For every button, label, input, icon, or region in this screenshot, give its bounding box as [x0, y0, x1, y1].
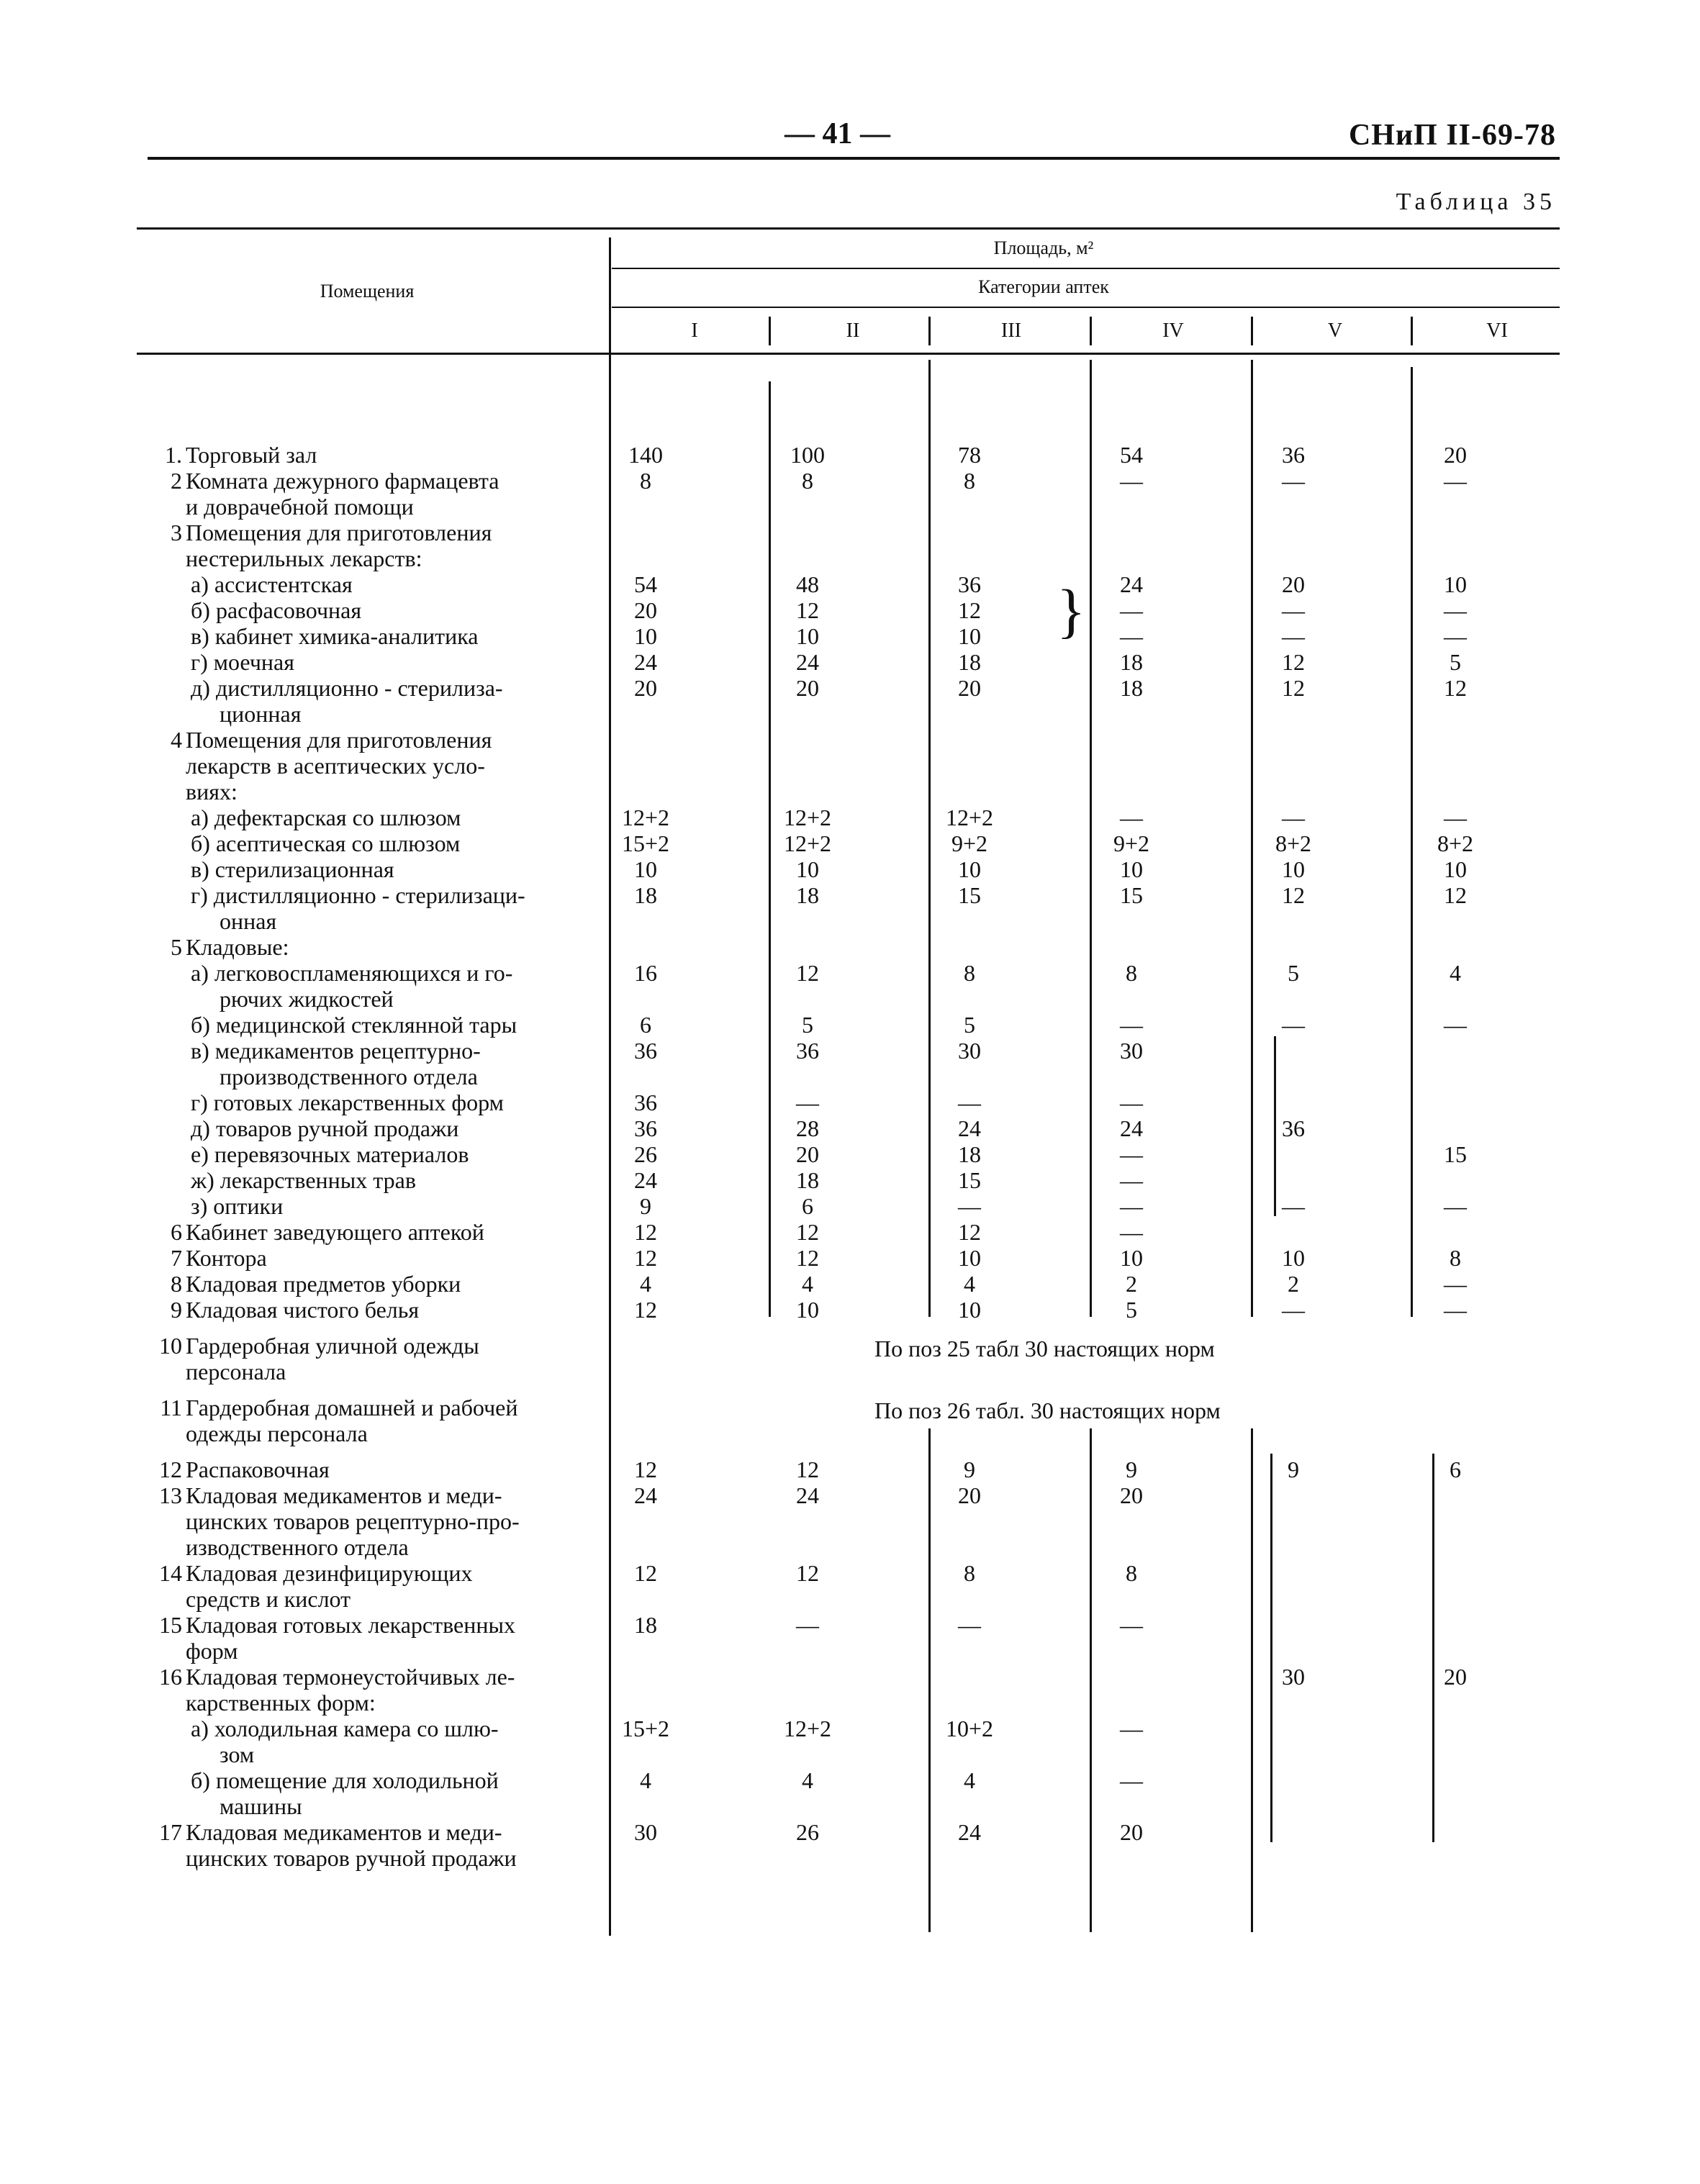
- area-value: 20: [1120, 1482, 1143, 1508]
- area-value: 5: [1126, 1297, 1137, 1323]
- room-name-line: Кладовая медикаментов и меди-: [186, 1482, 502, 1508]
- room-name-line: в) медикаментов рецептурно-: [191, 1038, 481, 1064]
- area-value: 10: [1444, 856, 1467, 882]
- room-name-line: Кладовая готовых лекарственных: [186, 1612, 515, 1638]
- row-number: 4: [171, 727, 182, 753]
- area-value: —: [1120, 1767, 1143, 1793]
- area-value: 12: [1282, 882, 1305, 908]
- area-value: 24: [1120, 571, 1143, 597]
- table-top-rule: [137, 227, 1560, 230]
- room-name-line: б) асептическая со шлюзом: [191, 830, 461, 856]
- area-value: 12: [1444, 882, 1467, 908]
- area-value: 26: [634, 1141, 657, 1167]
- area-value: 5: [1450, 649, 1461, 675]
- area-value: 10: [958, 1245, 981, 1271]
- area-value: —: [1282, 597, 1305, 623]
- area-value: 9: [1126, 1456, 1137, 1482]
- column-divider: [928, 317, 931, 345]
- room-name-line: рючих жидкостей: [220, 986, 394, 1012]
- row-number: 3: [171, 520, 182, 545]
- area-value: 8: [1450, 1245, 1461, 1271]
- area-value: 36: [1282, 1115, 1305, 1141]
- area-value: 10: [1120, 1245, 1143, 1271]
- row-number: 14: [159, 1560, 182, 1586]
- area-value: 10: [1282, 1245, 1305, 1271]
- room-name-line: одежды персонала: [186, 1420, 368, 1446]
- area-value: —: [1444, 623, 1467, 649]
- area-underline: [612, 268, 1560, 269]
- area-value: 18: [634, 1612, 657, 1638]
- column-divider: [769, 317, 771, 345]
- room-name-line: Кладовая термонеустойчивых ле-: [186, 1664, 515, 1690]
- area-value: 5: [1288, 960, 1299, 986]
- room-name-line: изводственного отдела: [186, 1534, 409, 1560]
- area-value: —: [1444, 805, 1467, 830]
- area-value: —: [1120, 1167, 1143, 1193]
- row-number: 9: [171, 1297, 182, 1323]
- room-name-line: машины: [220, 1793, 302, 1819]
- area-value: —: [1120, 805, 1143, 830]
- area-value: 8: [802, 468, 813, 494]
- area-value: —: [1444, 597, 1467, 623]
- table-label: Таблица 35: [1396, 189, 1556, 215]
- area-value: —: [1282, 1012, 1305, 1038]
- area-value: 30: [958, 1038, 981, 1064]
- area-value: 12: [634, 1297, 657, 1323]
- area-value: 10: [958, 1297, 981, 1323]
- area-value: 15+2: [621, 830, 670, 856]
- row-number: 2: [171, 468, 182, 494]
- area-value: 10: [958, 856, 981, 882]
- area-value: 20: [1120, 1819, 1143, 1845]
- area-value: 9: [964, 1456, 975, 1482]
- area-value: —: [1120, 1612, 1143, 1638]
- area-value: 4: [964, 1271, 975, 1297]
- area-value: 20: [796, 675, 819, 701]
- room-name-line: а) дефектарская со шлюзом: [191, 805, 461, 830]
- area-value: —: [796, 1089, 819, 1115]
- area-value: 24: [634, 649, 657, 675]
- area-value: 6: [640, 1012, 651, 1038]
- header-bottom-rule: [137, 353, 1560, 355]
- room-name-line: б) помещение для холодильной: [191, 1767, 499, 1793]
- area-value: 5: [802, 1012, 813, 1038]
- room-name-line: и доврачебной помощи: [186, 494, 414, 520]
- area-value: 36: [796, 1038, 819, 1064]
- categories-header: Категории аптек: [978, 276, 1109, 297]
- area-value: 18: [958, 649, 981, 675]
- area-value: 15: [1444, 1141, 1467, 1167]
- area-value: —: [958, 1193, 981, 1219]
- room-name-line: онная: [220, 908, 277, 934]
- area-value: 20: [634, 675, 657, 701]
- area-value: 12: [1282, 675, 1305, 701]
- area-header: Площадь, м²: [993, 237, 1094, 258]
- area-value: —: [796, 1612, 819, 1638]
- area-value: —: [1282, 623, 1305, 649]
- area-value: 20: [1282, 571, 1305, 597]
- page-number: — 41 —: [785, 117, 890, 150]
- area-value: 2: [1126, 1271, 1137, 1297]
- area-value: 54: [634, 571, 657, 597]
- room-name-line: Комната дежурного фармацевта: [186, 468, 499, 494]
- area-value: 30: [1282, 1664, 1305, 1690]
- area-value: 2: [1288, 1271, 1299, 1297]
- room-name-line: производственного отдела: [220, 1064, 478, 1089]
- area-value: 24: [634, 1482, 657, 1508]
- rooms-header: Помещения: [320, 281, 415, 302]
- area-value: 8: [1126, 1560, 1137, 1586]
- area-value: —: [1282, 805, 1305, 830]
- room-name-line: средств и кислот: [186, 1586, 351, 1612]
- area-value: 36: [958, 571, 981, 597]
- room-name-line: д) товаров ручной продажи: [191, 1115, 459, 1141]
- area-value: 9: [640, 1193, 651, 1219]
- area-value: 8: [964, 468, 975, 494]
- column-divider: [1411, 317, 1413, 345]
- room-name-line: Кладовая предметов уборки: [186, 1271, 461, 1297]
- span-note: По поз 25 табл 30 настоящих норм: [874, 1336, 1215, 1361]
- room-name-line: Помещения для приготовления: [186, 727, 492, 753]
- room-name-line: зом: [220, 1741, 255, 1767]
- document-code: СНиП II-69-78: [1348, 119, 1556, 152]
- room-name-line: б) медицинской стеклянной тары: [191, 1012, 517, 1038]
- area-value: —: [1120, 597, 1143, 623]
- row-number: 15: [159, 1612, 182, 1638]
- room-name-line: а) холодильная камера со шлю-: [191, 1716, 499, 1741]
- room-name-line: виях:: [186, 779, 238, 805]
- area-value: 10: [796, 623, 819, 649]
- area-value: 20: [796, 1141, 819, 1167]
- area-value: 24: [958, 1115, 981, 1141]
- room-name-line: Кладовые:: [186, 934, 289, 960]
- area-value: 12: [958, 597, 981, 623]
- area-value: 8+2: [1437, 830, 1474, 856]
- area-value: 4: [964, 1767, 975, 1793]
- room-name-line: Помещения для приготовления: [186, 520, 492, 545]
- room-name-line: г) моечная: [191, 649, 294, 675]
- room-name-line: а) ассистентская: [191, 571, 353, 597]
- room-name-line: персонала: [186, 1359, 286, 1385]
- area-value: 24: [634, 1167, 657, 1193]
- area-value: 26: [796, 1819, 819, 1845]
- area-value: 8+2: [1275, 830, 1312, 856]
- area-value: 18: [1120, 675, 1143, 701]
- room-name-line: ж) лекарственных трав: [191, 1167, 416, 1193]
- area-value: 36: [634, 1038, 657, 1064]
- room-name-line: Гардеробная домашней и рабочей: [186, 1395, 518, 1420]
- row-number: 7: [171, 1245, 182, 1271]
- area-value: 12: [796, 1245, 819, 1271]
- area-value: 10: [1282, 856, 1305, 882]
- row-number: 10: [159, 1333, 182, 1359]
- area-value: —: [1120, 1219, 1143, 1245]
- area-value: 30: [634, 1819, 657, 1845]
- group-bracket: [1432, 1454, 1434, 1842]
- room-name-line: Торговый зал: [186, 442, 317, 468]
- room-name-line: лекарств в асептических усло-: [186, 753, 485, 779]
- area-value: —: [1282, 1193, 1305, 1219]
- area-value: 12: [796, 597, 819, 623]
- area-value: 24: [1120, 1115, 1143, 1141]
- area-value: 10: [796, 856, 819, 882]
- area-value: 8: [1126, 960, 1137, 986]
- area-value: 9+2: [951, 830, 988, 856]
- room-name-line: Контора: [186, 1245, 267, 1271]
- area-value: —: [1444, 1271, 1467, 1297]
- area-value: 9: [1288, 1456, 1299, 1482]
- area-value: 9+2: [1113, 830, 1150, 856]
- area-value: 6: [802, 1193, 813, 1219]
- category-header-1: I: [691, 320, 698, 342]
- area-value: 12+2: [783, 1716, 832, 1741]
- area-value: 10: [796, 1297, 819, 1323]
- category-header-3: III: [1001, 320, 1021, 342]
- room-name-line: Кабинет заведующего аптекой: [186, 1219, 484, 1245]
- area-value: 15: [1120, 882, 1143, 908]
- column-divider: [1090, 317, 1092, 345]
- area-value: —: [1120, 1012, 1143, 1038]
- area-value: 54: [1120, 442, 1143, 468]
- span-note: По поз 26 табл. 30 настоящих норм: [874, 1397, 1221, 1423]
- room-name-line: Кладовая чистого белья: [186, 1297, 420, 1323]
- area-value: 15: [958, 1167, 981, 1193]
- room-name-line: карственных форм:: [186, 1690, 376, 1716]
- area-value: 4: [640, 1767, 651, 1793]
- area-value: 4: [802, 1767, 813, 1793]
- area-value: —: [1120, 1089, 1143, 1115]
- area-value: 36: [634, 1115, 657, 1141]
- category-header-2: II: [846, 320, 860, 342]
- area-value: 18: [1120, 649, 1143, 675]
- area-value: 36: [1282, 442, 1305, 468]
- area-value: 12+2: [621, 805, 670, 830]
- area-value: 140: [628, 442, 663, 468]
- area-value: —: [1120, 1193, 1143, 1219]
- group-bracket: [1270, 1454, 1272, 1842]
- area-value: 12: [796, 1456, 819, 1482]
- area-value: 48: [796, 571, 819, 597]
- area-value: 10: [1444, 571, 1467, 597]
- room-name-line: в) кабинет химика-аналитика: [191, 623, 479, 649]
- area-value: 78: [958, 442, 981, 468]
- room-name-line: з) оптики: [191, 1193, 284, 1219]
- room-name-line: Гардеробная уличной одежды: [186, 1333, 479, 1359]
- area-value: 24: [796, 649, 819, 675]
- area-value: 8: [640, 468, 651, 494]
- area-value: —: [958, 1612, 981, 1638]
- room-name-line: цинских товаров ручной продажи: [186, 1845, 517, 1871]
- category-header-6: VI: [1486, 320, 1508, 342]
- area-value: —: [1120, 623, 1143, 649]
- area-value: 16: [634, 960, 657, 986]
- room-name-line: форм: [186, 1638, 238, 1664]
- room-name-line: ционная: [220, 701, 302, 727]
- area-value: 12+2: [945, 805, 994, 830]
- area-value: 30: [1120, 1038, 1143, 1064]
- row-number: 16: [159, 1664, 182, 1690]
- area-value: 20: [634, 597, 657, 623]
- category-header-5: V: [1327, 320, 1343, 342]
- area-value: —: [1444, 468, 1467, 494]
- area-value: —: [1120, 1141, 1143, 1167]
- area-value: 18: [796, 1167, 819, 1193]
- room-name-line: е) перевязочных материалов: [191, 1141, 469, 1167]
- area-value: 12+2: [783, 830, 832, 856]
- area-value: —: [1120, 468, 1143, 494]
- room-name-line: б) расфасовочная: [191, 597, 362, 623]
- room-name-line: д) дистилляционно - стерилиза-: [191, 675, 503, 701]
- area-value: 12: [634, 1560, 657, 1586]
- area-value: 24: [958, 1819, 981, 1845]
- room-name-line: а) легковоспламеняющихся и го-: [191, 960, 513, 986]
- area-value: 18: [634, 882, 657, 908]
- area-value: —: [1120, 1716, 1143, 1741]
- area-value: 100: [790, 442, 825, 468]
- area-value: 4: [640, 1271, 651, 1297]
- room-name-line: Кладовая дезинфицирующих: [186, 1560, 473, 1586]
- category-header-4: IV: [1162, 320, 1184, 342]
- area-value: 5: [964, 1012, 975, 1038]
- row-number: 6: [171, 1219, 182, 1245]
- area-value: 20: [1444, 442, 1467, 468]
- area-value: 18: [796, 882, 819, 908]
- room-name-line: нестерильных лекарств:: [186, 545, 422, 571]
- row-number: 12: [159, 1456, 182, 1482]
- area-value: 12: [958, 1219, 981, 1245]
- room-name-line: г) готовых лекарственных форм: [191, 1089, 504, 1115]
- area-value: 10: [634, 623, 657, 649]
- area-value: —: [1282, 468, 1305, 494]
- room-name-line: цинских товаров рецептурно-про-: [186, 1508, 520, 1534]
- area-value: 4: [802, 1271, 813, 1297]
- area-value: 12: [1282, 649, 1305, 675]
- area-value: 12: [796, 960, 819, 986]
- area-value: 20: [958, 1482, 981, 1508]
- area-value: 28: [796, 1115, 819, 1141]
- row-number: 8: [171, 1271, 182, 1297]
- area-value: 12+2: [783, 805, 832, 830]
- area-value: 12: [634, 1456, 657, 1482]
- area-value: —: [1444, 1012, 1467, 1038]
- area-value: 18: [958, 1141, 981, 1167]
- area-value: 36: [634, 1089, 657, 1115]
- area-value: 12: [796, 1219, 819, 1245]
- area-value: 8: [964, 960, 975, 986]
- area-value: 10: [1120, 856, 1143, 882]
- area-value: —: [958, 1089, 981, 1115]
- area-value: 10+2: [945, 1716, 994, 1741]
- area-value: 12: [796, 1560, 819, 1586]
- area-value: —: [1282, 1297, 1305, 1323]
- room-name-line: Кладовая медикаментов и меди-: [186, 1819, 502, 1845]
- area-value: 20: [958, 675, 981, 701]
- area-value: —: [1444, 1193, 1467, 1219]
- area-value: 24: [796, 1482, 819, 1508]
- room-name-line: г) дистилляционно - стерилизаци-: [191, 882, 525, 908]
- group-brace: }: [1057, 578, 1086, 645]
- area-value: 20: [1444, 1664, 1467, 1690]
- area-value: 12: [634, 1245, 657, 1271]
- area-value: 6: [1450, 1456, 1461, 1482]
- categories-underline: [612, 307, 1560, 308]
- row-number: 11: [160, 1395, 182, 1420]
- area-value: 4: [1450, 960, 1461, 986]
- area-value: 15: [958, 882, 981, 908]
- area-value: —: [1444, 1297, 1467, 1323]
- row-number: 1.: [165, 442, 182, 468]
- area-value: 8: [964, 1560, 975, 1586]
- area-value: 10: [958, 623, 981, 649]
- area-value: 10: [634, 856, 657, 882]
- column-divider: [1251, 317, 1253, 345]
- area-value: 15+2: [621, 1716, 670, 1741]
- row-number: 17: [159, 1819, 182, 1845]
- row-number: 13: [159, 1482, 182, 1508]
- room-name-line: в) стерилизационная: [191, 856, 394, 882]
- header-rule: [148, 157, 1560, 160]
- row-number: 5: [171, 934, 182, 960]
- area-value: 12: [1444, 675, 1467, 701]
- room-name-line: Распаковочная: [186, 1456, 330, 1482]
- area-value: 12: [634, 1219, 657, 1245]
